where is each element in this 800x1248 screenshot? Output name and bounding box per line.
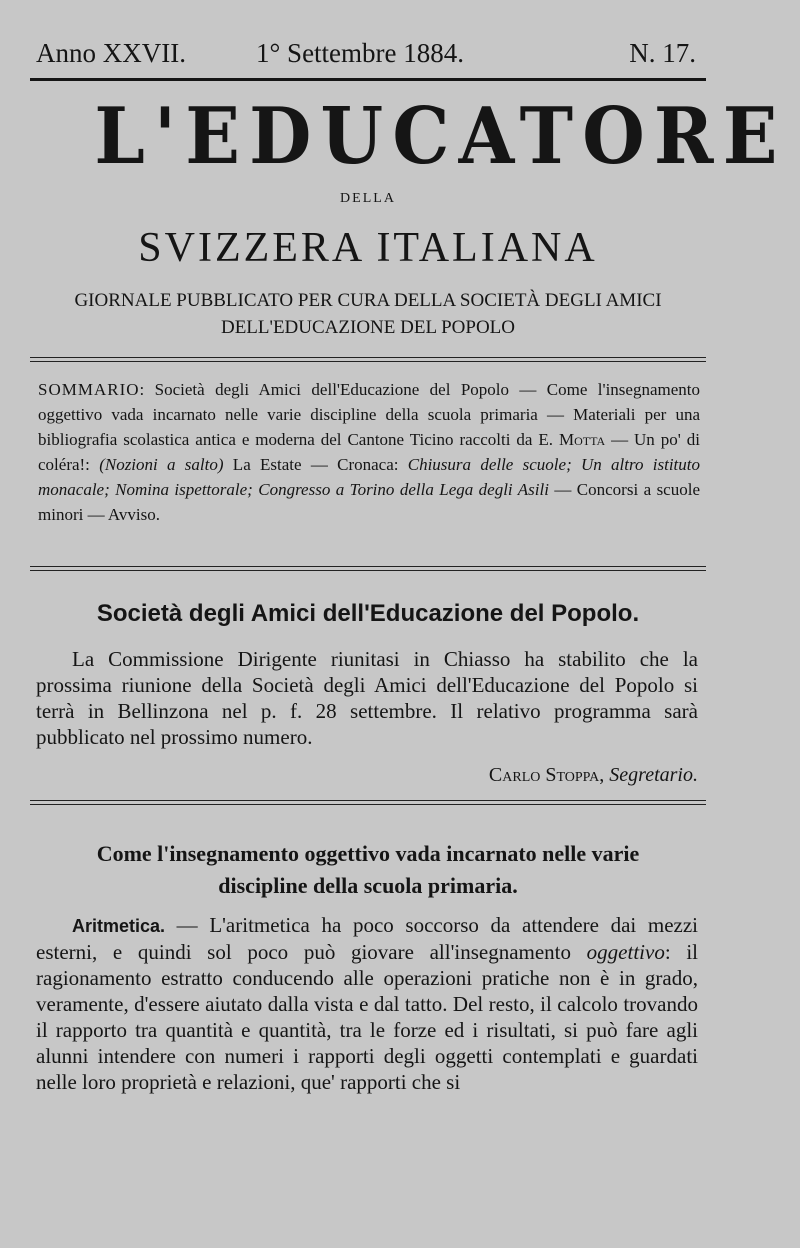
summary-part-1: Società degli Amici dell'Educazione del Popolo — Come l'insegnamento oggettivo vada incarnato nelle varie discipline della scuola primaria — Materiali per una bibliografia scolastica antica e moderna del Cantone Ticino raccolti da E. [38, 380, 700, 449]
issue-header [36, 38, 696, 74]
section-2-paragraph [36, 912, 698, 1095]
issue-year: Anno XXVII. [36, 38, 186, 68]
masthead-description [30, 287, 706, 341]
section-2-part-2: : il ragionamento estratto conducendo alle operazioni pratiche non è in grado, veramente, d'essere aiutato dalla vista e dal tatto. Del resto, il calcolo trovando il rapporto tra quantità e quantità, tra le forze ed i risultati, si può fare agli alunni intendere con numeri i rapporti degli oggetti contemplati e guardati nelle loro proprietà e relazioni, que' rapporti che si [36, 940, 698, 1094]
section-2-lead: Aritmetica. [72, 916, 166, 936]
masthead-title: L'EDUCATORE [94, 91, 787, 182]
section-2-italic: oggettivo [586, 940, 665, 964]
masthead-della: DELLA [340, 191, 396, 206]
summary-top-rule [30, 357, 706, 362]
section-1-title: Società degli Amici dell'Educazione del Popolo. [96, 600, 640, 627]
section-2-part-1: — L'aritmetica ha poco soccorso da attendere dai mezzi esterni, e quindi sol poco può giovare all'insegnamento [36, 913, 698, 964]
header-rule [30, 78, 706, 81]
summary-bottom-rule [30, 566, 706, 571]
summary-author: Motta [558, 430, 606, 449]
issue-number: N. 17. [629, 38, 696, 68]
masthead-subtitle: SVIZZERA ITALIANA [138, 225, 598, 271]
section-2-title-line-2: discipline della scuola primaria. [218, 873, 518, 898]
description-line-2: DELL'EDUCAZIONE DEL POPOLO [220, 317, 516, 338]
summary-part-2: — Un po' di coléra!: [38, 430, 700, 474]
section-1-paragraph: La Commissione Dirigente riunitasi in Chiasso ha stabilito che la prossima riunione della Società degli Amici dell'Educazione del Popolo si terrà in Bellinzona nel p. f. 28 settembre. Il relativo programma sarà pubblicato nel prossimo numero. [36, 647, 698, 749]
signer-name: Carlo Stoppa [488, 764, 600, 786]
section-divider [30, 800, 706, 805]
summary-part-4: — Concorsi a scuole minori — Avviso. [38, 480, 700, 524]
summary-label: SOMMARIO [38, 380, 140, 399]
summary-part-3: La Estate — Cronaca: [223, 455, 408, 474]
section-2-title [30, 838, 706, 902]
summary-italic-1: (Nozioni a salto) [99, 455, 224, 474]
section-1-signature: Carlo Stoppa, Segretario. [488, 764, 698, 786]
issue-date: 1° Settembre 1884. [256, 38, 465, 68]
section-2-title-line-1: Come l'insegnamento oggettivo vada incarnato nelle varie [96, 841, 640, 866]
summary-block: SOMMARIO: Società degli Amici dell'Educazione del Popolo — Come l'insegnamento oggettivo vada incarnato nelle varie discipline della scuola primaria — Materiali per una bibliografia scolastica antica e moderna del Cantone Ticino raccolti da E. Motta — Un po' di coléra!: (Nozioni a salto) La Estate — Cronaca: Chiusura delle scuole; Un altro istituto monacale; Nomina ispettorale; Congresso a Torino della Lega degli Asili — Concorsi a scuole minori — Avviso. [38, 380, 700, 524]
signer-role: Segretario. [609, 764, 698, 786]
description-line-1: GIORNALE PUBBLICATO PER CURA DELLA SOCIETÀ DEGLI AMICI [74, 290, 662, 311]
summary-italic-2: Chiusura delle scuole; Un altro istituto monacale; Nomina ispettorale; Congresso a Torino della Lega degli Asili [38, 455, 700, 499]
